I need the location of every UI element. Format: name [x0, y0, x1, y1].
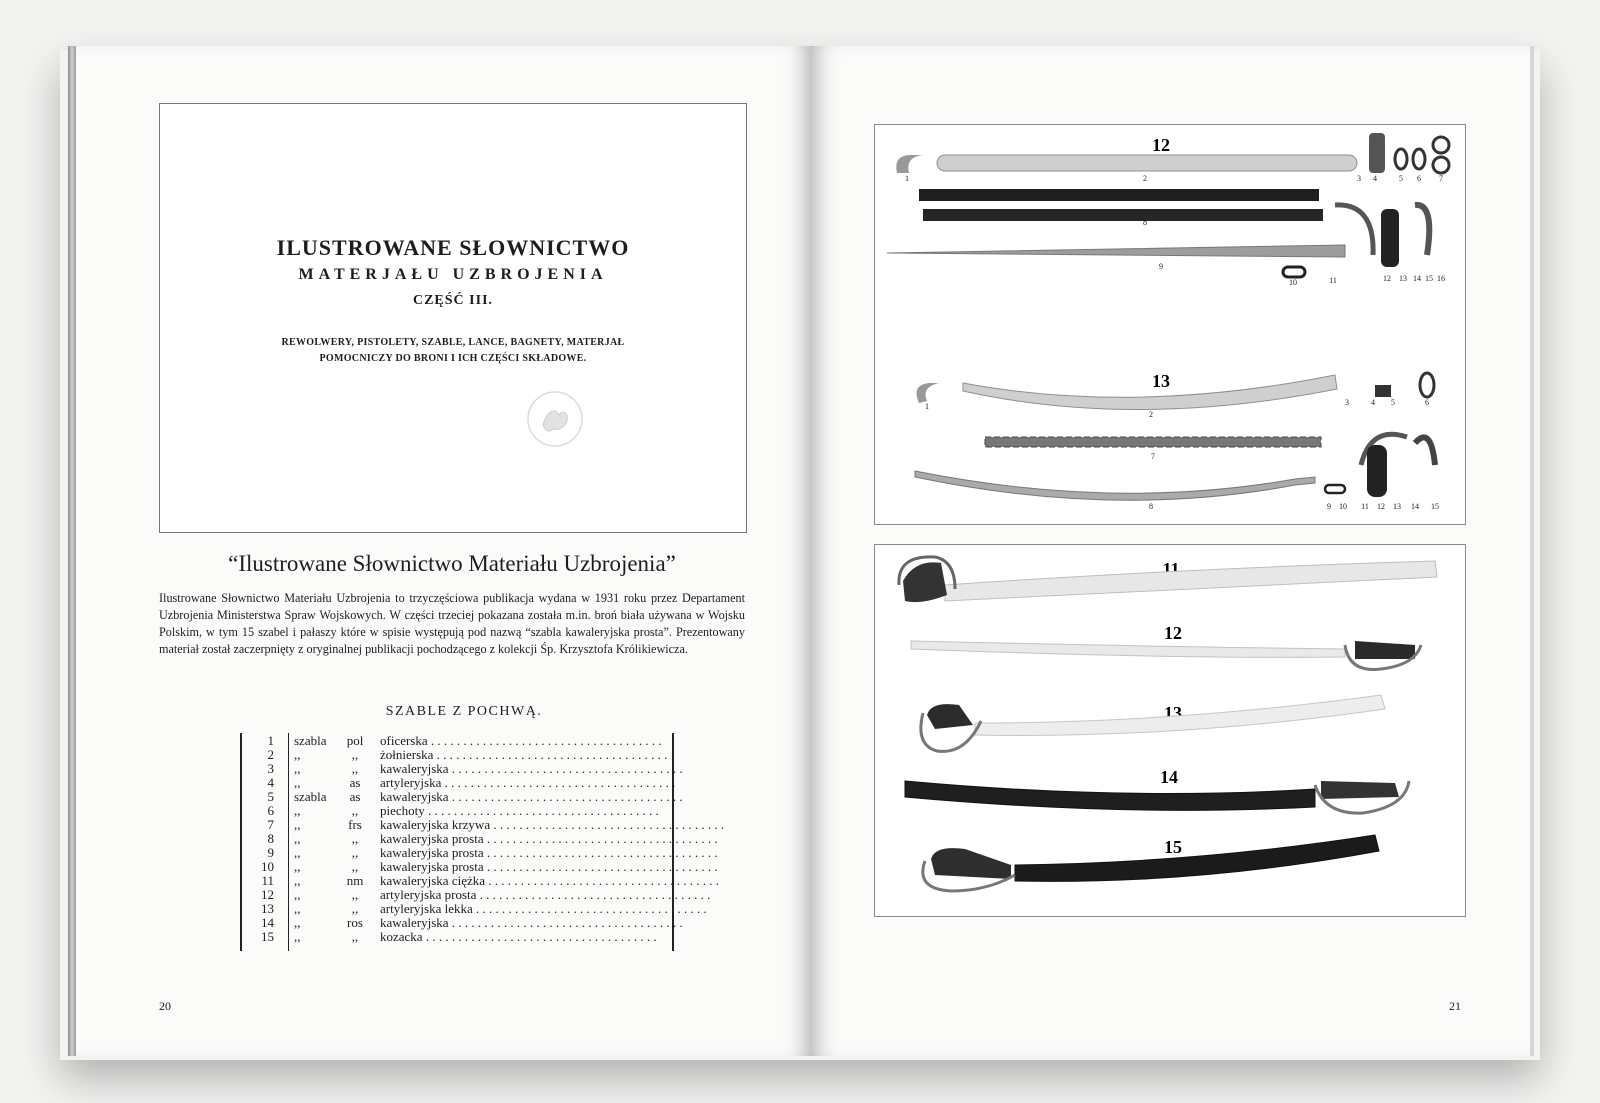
svg-text:14: 14	[1413, 274, 1421, 283]
table-row	[242, 873, 720, 888]
row-number: 13	[261, 901, 274, 916]
table-row	[242, 734, 672, 748]
svg-text:1: 1	[905, 174, 909, 183]
plate-subtitle: MATERJAŁU UZBROJENIA	[298, 266, 608, 283]
row-number: 8	[267, 831, 274, 846]
table-row	[242, 915, 683, 930]
leader-dots: . . . . . . . . . . . . . . . . . . . . . . . . . . . . . . . . . . . .	[472, 901, 707, 916]
svg-text:4: 4	[1371, 398, 1375, 407]
row-description: żołnierska . . . . . . . . . . . . . . . . . . . . . . . . . . . . . . . . . . . .	[380, 747, 668, 762]
row-type: szabla	[294, 733, 327, 748]
row-type: ,,	[294, 803, 301, 818]
plate-description-line2: POMOCNICZY DO BRONI I ICH CZĘŚCI SKŁADOWE.	[319, 353, 587, 364]
leader-dots: . . . . . . . . . . . . . . . . . . . . . . . . . . . . . . . . . . . .	[422, 929, 657, 944]
row-description: kawaleryjska prosta . . . . . . . . . . . . . . . . . . . . . . . . . . . . . . . . . . . .	[380, 845, 718, 860]
scabbard-part	[937, 155, 1357, 171]
row-origin: ,,	[351, 761, 359, 776]
table-row	[242, 901, 707, 916]
leader-dots: . . . . . . . . . . . . . . . . . . . . . . . . . . . . . . . . . . . .	[490, 817, 725, 832]
row-type: ,,	[294, 859, 301, 874]
leader-dots: . . . . . . . . . . . . . . . . . . . . . . . . . . . . . . . . . . . .	[448, 915, 683, 930]
row-description: oficerska . . . . . . . . . . . . . . . . . . . . . . . . . . . . . . . . . . . .	[380, 733, 662, 748]
row-type: ,,	[294, 915, 301, 930]
sabre-11-hilt	[903, 562, 947, 602]
fig13-label: 13	[1152, 371, 1170, 391]
svg-text:13: 13	[1393, 502, 1401, 511]
leader-dots: . . . . . . . . . . . . . . . . . . . . . . . . . . . . . . . . . . . .	[448, 789, 683, 804]
row-origin: ,,	[351, 887, 359, 902]
svg-text:15: 15	[1431, 502, 1439, 511]
row-type: szabla	[294, 789, 327, 804]
row-number: 1	[267, 733, 274, 748]
description-paragraph: Ilustrowane Słownictwo Materiału Uzbrojenia to trzyczęściowa publikacja wydana w 1931 roku przez Departament Uzbrojenia Ministerstwa Spraw Wojskowych. W części trzeciej pokazana została m.in. broń biała używana w Wojsku Polskim, w tym 15 szabel i pałaszy które w spisie występują pod nazwą “szabla kawaleryjska prosta”. Prezentowany materiał został zaczerpnięty z oryginalnej publikacji pochodzącego z kolekcji Śp. Krzysztofa Królikiewicza.	[159, 591, 745, 656]
svg-text:12: 12	[1383, 274, 1391, 283]
sabre-parts-illustration	[875, 125, 1465, 524]
row-origin: ,,	[351, 929, 359, 944]
row-description: kozacka . . . . . . . . . . . . . . . . . . . . . . . . . . . . . . . . . . . .	[380, 929, 657, 944]
row-type: ,,	[294, 817, 301, 832]
sabre-11-label: 11	[1162, 559, 1180, 579]
table-row	[242, 845, 718, 860]
row-number: 14	[261, 915, 274, 930]
row-origin: as	[349, 775, 361, 790]
row-type: ,,	[294, 901, 301, 916]
chape-part	[896, 155, 923, 173]
table-row	[242, 775, 676, 790]
row-number: 9	[267, 845, 274, 860]
table-row	[242, 804, 672, 818]
book-right-edge	[1530, 46, 1534, 1056]
row-number: 4	[267, 775, 274, 790]
row-description: kawaleryjska . . . . . . . . . . . . . . . . . . . . . . . . . . . . . . . . . . . .	[380, 789, 683, 804]
row-description: kawaleryjska prosta . . . . . . . . . . . . . . . . . . . . . . . . . . . . . . . . . . . .	[380, 859, 718, 874]
locket-part	[1369, 133, 1385, 173]
row-description: kawaleryjska . . . . . . . . . . . . . . . . . . . . . . . . . . . . . . . . . . . .	[380, 761, 683, 776]
row-type: ,,	[294, 775, 301, 790]
row-origin: ,,	[351, 901, 359, 916]
svg-text:10: 10	[1289, 278, 1297, 287]
table-title: SZABLE Z POCHWĄ.	[385, 704, 543, 719]
row-type: ,,	[294, 747, 301, 762]
row-origin: ,,	[351, 803, 359, 818]
table-row	[242, 831, 718, 846]
svg-text:4: 4	[1373, 174, 1377, 183]
svg-text:2: 2	[1149, 410, 1153, 419]
grip-part	[1381, 209, 1399, 267]
blade-part	[887, 245, 1345, 257]
svg-text:6: 6	[1417, 174, 1421, 183]
page-number-right: 21	[1449, 999, 1461, 1013]
leader-dots: . . . . . . . . . . . . . . . . . . . . . . . . . . . . . . . . . . . .	[483, 831, 718, 846]
strap-part	[919, 189, 1319, 201]
photo-sabres	[874, 544, 1466, 917]
row-number: 12	[261, 887, 274, 902]
row-description: artyleryjska lekka . . . . . . . . . . . . . . . . . . . . . . . . . . . . . . . . . . . .	[380, 901, 707, 916]
row-description: kawaleryjska ciężka . . . . . . . . . . . . . . . . . . . . . . . . . . . . . . . . . . . .	[380, 873, 720, 888]
svg-text:6: 6	[1425, 398, 1429, 407]
leader-dots: . . . . . . . . . . . . . . . . . . . . . . . . . . . . . . . . . . . .	[483, 845, 718, 860]
leader-dots: . . . . . . . . . . . . . . . . . . . . . . . . . . . . . . . . . . . .	[441, 775, 676, 790]
table-row	[242, 887, 711, 902]
row-type: ,,	[294, 929, 301, 944]
svg-text:11: 11	[1329, 276, 1337, 285]
row-type: ,,	[294, 761, 301, 776]
plate-description-line1: REWOLWERY, PISTOLETY, SZABLE, LANCE, BAGNETY, MATERJAŁ	[281, 337, 625, 348]
row-description: piechoty . . . . . . . . . . . . . . . . . . . . . . . . . . . . . . . . . . . .	[380, 803, 659, 818]
row-number: 10	[261, 859, 274, 874]
row-origin: as	[349, 789, 361, 804]
row-origin: frs	[348, 817, 362, 832]
svg-text:10: 10	[1339, 502, 1347, 511]
row-type: ,,	[294, 873, 301, 888]
row-number: 5	[267, 789, 274, 804]
row-type: ,,	[294, 845, 301, 860]
svg-text:1: 1	[925, 402, 929, 411]
leader-dots: . . . . . . . . . . . . . . . . . . . . . . . . . . . . . . . . . . . .	[427, 733, 662, 748]
svg-text:8: 8	[1149, 502, 1153, 511]
table-row	[242, 748, 672, 762]
svg-text:11: 11	[1361, 502, 1369, 511]
row-origin: ,,	[351, 747, 359, 762]
row-number: 15	[261, 929, 274, 944]
plate-part: CZĘŚĆ III.	[412, 293, 494, 308]
leader-dots: . . . . . . . . . . . . . . . . . . . . . . . . . . . . . . . . . . . .	[424, 803, 659, 818]
leader-dots: . . . . . . . . . . . . . . . . . . . . . . . . . . . . . . . . . . . .	[433, 747, 668, 762]
eagle-seal-icon	[525, 389, 585, 449]
sabres-illustration	[875, 545, 1465, 916]
svg-text:7: 7	[1439, 174, 1443, 183]
leader-dots: . . . . . . . . . . . . . . . . . . . . . . . . . . . . . . . . . . . .	[476, 887, 711, 902]
row-number: 2	[267, 747, 274, 762]
row-origin: ,,	[351, 859, 359, 874]
svg-text:3: 3	[1345, 398, 1349, 407]
row-origin: ,,	[351, 831, 359, 846]
leader-dots: . . . . . . . . . . . . . . . . . . . . . . . . . . . . . . . . . . . .	[448, 761, 683, 776]
book-edge	[68, 46, 76, 1056]
row-origin: pol	[346, 733, 364, 748]
sabre-14-label: 14	[1160, 767, 1178, 787]
leader-dots: . . . . . . . . . . . . . . . . . . . . . . . . . . . . . . . . . . . .	[483, 859, 718, 874]
photo-sabre-parts	[874, 124, 1466, 525]
svg-text:3: 3	[1357, 174, 1361, 183]
row-description: kawaleryjska krzywa . . . . . . . . . . . . . . . . . . . . . . . . . . . . . . . . . . . .	[380, 817, 725, 832]
svg-text:12: 12	[1377, 502, 1385, 511]
svg-text:8: 8	[1143, 218, 1147, 227]
sabre-13-label: 13	[1164, 703, 1182, 723]
row-number: 3	[267, 761, 274, 776]
plate-description	[160, 335, 746, 367]
row-origin: ,,	[351, 845, 359, 860]
table-row	[242, 930, 672, 944]
row-number: 11	[261, 873, 274, 888]
sabre-list-table	[240, 733, 725, 951]
svg-text:5: 5	[1391, 398, 1395, 407]
section-heading: “Ilustrowane Słownictwo Materiału Uzbrojenia”	[228, 551, 676, 576]
row-description: artyleryjska prosta . . . . . . . . . . . . . . . . . . . . . . . . . . . . . . . . . . . .	[380, 887, 711, 902]
row-description: artyleryjska . . . . . . . . . . . . . . . . . . . . . . . . . . . . . . . . . . . .	[380, 775, 676, 790]
svg-text:9: 9	[1159, 262, 1163, 271]
row-origin: nm	[346, 873, 364, 888]
sabre-15-label: 15	[1164, 837, 1182, 857]
title-plate	[159, 103, 747, 533]
leader-dots: . . . . . . . . . . . . . . . . . . . . . . . . . . . . . . . . . . . .	[485, 873, 720, 888]
table-row	[242, 817, 725, 832]
svg-text:2: 2	[1143, 174, 1147, 183]
row-description: kawaleryjska . . . . . . . . . . . . . . . . . . . . . . . . . . . . . . . . . . . .	[380, 915, 683, 930]
table-row	[242, 789, 683, 804]
svg-text:16: 16	[1437, 274, 1445, 283]
row-number: 7	[267, 817, 274, 832]
svg-text:5: 5	[1399, 174, 1403, 183]
fig12-label: 12	[1152, 135, 1170, 155]
svg-text:9: 9	[1327, 502, 1331, 511]
row-description: kawaleryjska prosta . . . . . . . . . . . . . . . . . . . . . . . . . . . . . . . . . . . .	[380, 831, 718, 846]
row-type: ,,	[294, 887, 301, 902]
row-type: ,,	[294, 831, 301, 846]
row-origin: ros	[347, 915, 363, 930]
page-number-left: 20	[159, 999, 171, 1013]
sabre-12-label: 12	[1164, 623, 1182, 643]
row-number: 6	[267, 803, 274, 818]
svg-text:13: 13	[1399, 274, 1407, 283]
plate-title: ILUSTROWANE SŁOWNICTWO	[276, 235, 630, 260]
table-row	[242, 859, 718, 874]
table-row	[242, 761, 683, 776]
svg-text:14: 14	[1411, 502, 1419, 511]
svg-text:15: 15	[1425, 274, 1433, 283]
svg-text:7: 7	[1151, 452, 1155, 461]
